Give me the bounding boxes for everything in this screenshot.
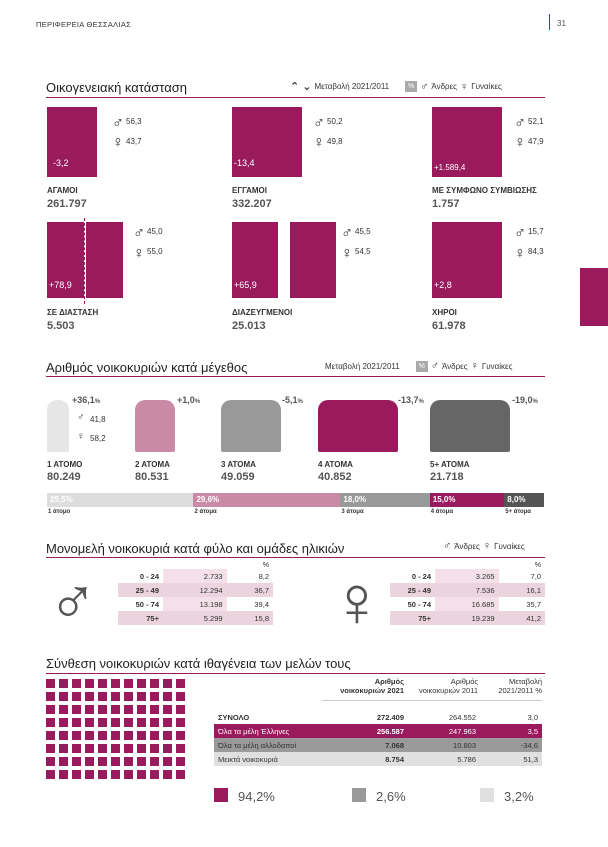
female-icon: ♀ (133, 245, 145, 262)
share-swatch-greek (214, 788, 228, 802)
people-1-icon (47, 400, 69, 452)
marital-legend (290, 80, 502, 93)
marital-men-4: 45,5 (355, 227, 371, 236)
col2-head-a: Αριθμός (450, 677, 478, 686)
male-icon: ♂ (341, 225, 353, 242)
waffle-dot (111, 744, 120, 753)
men-age-1: 25 - 49 (135, 585, 159, 595)
nat-b-0: 264.552 (448, 712, 476, 722)
marital-men-0: 56,3 (126, 117, 142, 126)
bar-segment-4: 8,0% (504, 493, 544, 507)
separation-line (84, 218, 86, 304)
waffle-dot (150, 692, 159, 701)
hh-label-1: 2 ΑΤΟΜΑ (135, 460, 170, 469)
table-row (214, 710, 542, 724)
male-icon: ♂ (514, 225, 526, 242)
marital-label-3: ΣΕ ΔΙΑΣΤΑΣΗ (47, 308, 99, 317)
nat-name-2: Όλα τα μέλη αλλοδαποί (218, 740, 297, 750)
waffle-dot (137, 757, 146, 766)
col3-head-a: Μεταβολή (508, 677, 542, 686)
men-age-0: 0 - 24 (139, 571, 159, 581)
single-rule (46, 557, 545, 558)
waffle-dot (111, 731, 120, 740)
waffle-dot (59, 744, 68, 753)
hh-unit-2: % (297, 399, 303, 405)
women-age-0: 0 - 24 (411, 571, 431, 581)
col2-head-b: νοικοκυριών 2011 (418, 686, 478, 695)
waffle-dot (85, 770, 94, 779)
marital-value-1: 332.207 (232, 198, 272, 210)
hh-change-3: -13,7 (398, 395, 419, 405)
waffle-dot (150, 731, 159, 740)
waffle-dot (176, 770, 185, 779)
men-age-3: 75+ (146, 613, 159, 623)
waffle-dot (137, 705, 146, 714)
bar-segment-0: 29,5% (47, 493, 193, 507)
header-divider (549, 14, 550, 30)
waffle-dot (163, 718, 172, 727)
hh-change-0: +36,1 (72, 395, 95, 405)
nat-name-0: ΣΥΝΟΛΟ (218, 712, 250, 722)
people-3-icon (221, 400, 281, 452)
waffle-dot (163, 757, 172, 766)
male-icon: ♂ (514, 115, 526, 132)
female-icon: ♀ (470, 360, 479, 372)
nationality-rule (46, 673, 545, 674)
waffle-dot (150, 744, 159, 753)
hh-value-0: 80.249 (47, 471, 81, 483)
marital-women-3: 55,0 (147, 247, 163, 256)
table-row (214, 724, 542, 738)
legend-men: Άνδρες (431, 82, 458, 91)
waffle-dot (124, 679, 133, 688)
waffle-dot (59, 770, 68, 779)
waffle-dot (85, 731, 94, 740)
waffle-dot (59, 731, 68, 740)
hh-label-2: 3 ΑΤΟΜΑ (221, 460, 256, 469)
bar-segment-2: 18,0% (340, 493, 429, 507)
waffle-dot (72, 757, 81, 766)
nationality-table (214, 710, 542, 766)
female-symbol-icon: ♀ (330, 562, 384, 642)
chevron-down-icon: ⌄ (302, 81, 312, 93)
men-n-3: 5.299 (203, 613, 223, 623)
women-age-2: 50 - 74 (407, 599, 431, 609)
men-n-0: 2.733 (163, 569, 227, 583)
waffle-dot (72, 705, 81, 714)
waffle-dot (137, 731, 146, 740)
hh-value-3: 40.852 (318, 471, 352, 483)
marital-change-5: +2,8 (434, 280, 452, 290)
waffle-dot (111, 705, 120, 714)
bar-label-2: 3 άτομα (341, 509, 364, 515)
waffle-dot (46, 757, 55, 766)
legend-pct: % (416, 361, 428, 372)
waffle-dot (124, 770, 133, 779)
women-n-0: 3.265 (435, 569, 499, 583)
women-age-3: 75+ (418, 613, 431, 623)
head-divider (322, 700, 542, 701)
marital-men-5: 15,7 (528, 227, 544, 236)
waffle-dot (176, 757, 185, 766)
col1-head-b: νοικοκυριών 2021 (340, 686, 404, 695)
hh-men-0: 41,8 (90, 415, 106, 424)
hh-change-1: +1,0 (177, 395, 195, 405)
hh-unit-1: % (194, 399, 201, 405)
waffle-dot (163, 744, 172, 753)
col2-head (406, 677, 478, 695)
waffle-dot (46, 705, 55, 714)
waffle-dot (85, 692, 94, 701)
hh-change-4: -19,0 (512, 395, 533, 405)
women-pct-head: % (534, 562, 541, 569)
waffle-dot (111, 679, 120, 688)
waffle-dot (111, 770, 120, 779)
nat-c-2: -34,6 (520, 740, 538, 750)
legend-men: Άνδρες (441, 361, 468, 371)
marital-value-0: 261.797 (47, 198, 87, 210)
male-symbol-icon: ♂ (48, 564, 98, 638)
nat-a-0: 272.409 (376, 712, 404, 722)
nat-a-1: 256.587 (376, 726, 404, 736)
marital-change-3: +78,9 (49, 280, 72, 290)
legend-men: Άνδρες (454, 541, 480, 551)
waffle-dot (59, 718, 68, 727)
table-row (214, 738, 542, 752)
waffle-dot (176, 679, 185, 688)
marital-label-0: ΑΓΑΜΟΙ (47, 186, 78, 195)
bar-label-0: 1 άτομο (48, 509, 71, 515)
waffle-dot (150, 718, 159, 727)
waffle-dot (137, 692, 146, 701)
female-icon: ♀ (514, 134, 526, 151)
region-header: ΠΕΡΙΦΕΡΕΙΑ ΘΕΣΣΑΛΙΑΣ (36, 20, 132, 29)
waffle-dot (124, 757, 133, 766)
waffle-dot (176, 692, 185, 701)
hh-label-0: 1 ΑΤΟΜΟ (47, 460, 83, 469)
marital-men-2: 52,1 (528, 117, 544, 126)
marital-change-1: -13,4 (234, 158, 255, 168)
waffle-dot (124, 692, 133, 701)
legend-pct: % (405, 81, 417, 92)
bar-label-1: 2 άτομα (194, 509, 217, 515)
bar-label-4: 5+ άτομα (505, 509, 531, 515)
waffle-dot (124, 705, 133, 714)
waffle-dot (85, 679, 94, 688)
people-2-icon (135, 400, 175, 452)
waffle-dot (111, 757, 120, 766)
share-swatch-foreign (352, 788, 366, 802)
col3-head-b: 2021/2011 % (498, 686, 542, 695)
waffle-dot (98, 770, 107, 779)
marital-value-4: 25.013 (232, 320, 266, 332)
waffle-dot (72, 718, 81, 727)
nat-a-2: 7.068 (385, 740, 404, 750)
waffle-dot (59, 692, 68, 701)
female-icon: ♀ (341, 245, 353, 262)
marital-change-4: +65,9 (234, 280, 257, 290)
nat-b-2: 10.803 (453, 740, 476, 750)
hh-label-3: 4 ΑΤΟΜΑ (318, 460, 353, 469)
waffle-dot (124, 718, 133, 727)
marital-women-4: 54,5 (355, 247, 371, 256)
bar-segment-3: 15,0% (430, 493, 504, 507)
hh-label-4: 5+ ΑΤΟΜΑ (430, 460, 470, 469)
men-p-0: 8,2 (258, 571, 269, 581)
nat-c-0: 3,0 (527, 712, 538, 722)
waffle-dot (46, 744, 55, 753)
men-p-1: 36,7 (254, 585, 269, 595)
female-icon: ♀ (313, 134, 325, 151)
nat-a-3: 8.754 (385, 754, 404, 764)
waffle-dot (98, 692, 107, 701)
hh-unit-4: % (532, 399, 538, 405)
bar-segment-1: 29,6% (193, 493, 340, 507)
men-p-3: 15,8 (254, 613, 269, 623)
households-title: Αριθμός νοικοκυριών κατά μέγεθος (46, 360, 248, 375)
household-size-bar-labels (47, 509, 544, 519)
women-p-3: 41,2 (526, 613, 541, 623)
waffle-dot (124, 731, 133, 740)
waffle-dot (163, 679, 172, 688)
households-legend (325, 360, 512, 372)
marital-label-5: ΧΗΡΟΙ (432, 308, 457, 317)
table-row (214, 752, 542, 766)
hh-change-2: -5,1 (282, 395, 298, 405)
nat-name-3: Μεικτά νοικοκυριά (218, 754, 278, 764)
waffle-dot (150, 705, 159, 714)
marital-title: Οικογενειακή κατάσταση (46, 80, 187, 95)
waffle-dot (59, 757, 68, 766)
waffle-dot (85, 718, 94, 727)
single-title: Μονομελή νοικοκυριά κατά φύλο και ομάδες ηλικιών (46, 541, 345, 556)
nat-c-1: 3,5 (527, 726, 538, 736)
marital-women-5: 84,3 (528, 247, 544, 256)
legend-women: Γυναίκες (471, 82, 502, 91)
legend-women: Γυναίκες (494, 541, 525, 551)
waffle-dot (98, 705, 107, 714)
households-rule (46, 376, 545, 377)
women-p-2: 35,7 (526, 599, 541, 609)
share-swatch-mixed (480, 788, 494, 802)
legend-women: Γυναίκες (481, 361, 513, 371)
marital-change-0: -3,2 (53, 158, 69, 168)
men-n-1: 12.294 (199, 585, 223, 595)
female-icon: ♀ (77, 431, 85, 442)
men-n-2: 13.198 (163, 597, 227, 611)
male-icon: ♂ (430, 360, 439, 372)
female-icon: ♀ (112, 134, 124, 151)
waffle-dot (46, 770, 55, 779)
marital-rule (46, 97, 545, 98)
waffle-dot (111, 718, 120, 727)
waffle-dot (150, 757, 159, 766)
men-p-2: 39,4 (254, 599, 269, 609)
male-icon: ♂ (443, 540, 452, 552)
waffle-dot (72, 770, 81, 779)
people-5-icon (430, 400, 510, 452)
women-age-1: 25 - 49 (407, 585, 431, 595)
nat-b-3: 5.786 (457, 754, 476, 764)
hh-women-0: 58,2 (90, 434, 106, 443)
marital-label-2: ΜΕ ΣΥΜΦΩΝΟ ΣΥΜΒΙΩΣΗΣ (432, 186, 537, 195)
hh-unit-0: % (94, 399, 101, 405)
female-icon: ♀ (482, 540, 492, 552)
nat-b-1: 247.963 (448, 726, 476, 736)
hh-value-2: 49.059 (221, 471, 255, 483)
waffle-dot (176, 744, 185, 753)
waffle-dot (98, 718, 107, 727)
women-p-1: 16,1 (526, 585, 541, 595)
marital-label-4: ΔΙΑΖΕΥΓΜΕΝΟΙ (232, 308, 293, 317)
marital-women-1: 49,8 (327, 137, 343, 146)
waffle-dot (137, 744, 146, 753)
male-icon: ♂ (313, 115, 325, 132)
nat-c-3: 51,3 (523, 754, 538, 764)
women-n-1: 7.536 (475, 585, 495, 595)
waffle-dot (137, 679, 146, 688)
nationality-title: Σύνθεση νοικοκυριών κατά ιθαγένεια των μελών τους (46, 656, 351, 671)
share-mixed: 3,2% (504, 789, 534, 804)
men-age-table (118, 562, 273, 625)
waffle-dot (85, 744, 94, 753)
women-p-0: 7,0 (530, 571, 541, 581)
hh-value-1: 80.531 (135, 471, 169, 483)
waffle-dot (98, 679, 107, 688)
waffle-dot (59, 705, 68, 714)
marital-women-2: 47,9 (528, 137, 544, 146)
waffle-grid (46, 679, 206, 779)
waffle-dot (85, 705, 94, 714)
marital-value-2: 1.757 (432, 198, 460, 210)
marital-men-1: 50,2 (327, 117, 343, 126)
household-size-bar (47, 493, 544, 507)
page-number: 31 (557, 19, 566, 28)
legend-change: Μεταβολή 2021/2011 (314, 82, 390, 91)
waffle-dot (46, 731, 55, 740)
single-legend (443, 540, 525, 552)
marital-label-1: ΕΓΓΑΜΟΙ (232, 186, 267, 195)
waffle-dot (46, 718, 55, 727)
marital-value-3: 5.503 (47, 320, 75, 332)
waffle-dot (137, 770, 146, 779)
waffle-dot (176, 731, 185, 740)
chevron-up-icon: ⌃ (290, 81, 300, 93)
waffle-dot (98, 744, 107, 753)
waffle-dot (72, 692, 81, 701)
female-icon: ♀ (460, 80, 469, 93)
waffle-dot (72, 731, 81, 740)
waffle-dot (163, 770, 172, 779)
waffle-dot (176, 705, 185, 714)
nat-name-1: Όλα τα μέλη Έλληνες (218, 726, 290, 736)
col3-head (480, 677, 542, 695)
men-pct-head: % (262, 562, 269, 569)
hh-unit-3: % (418, 399, 424, 405)
waffle-dot (98, 731, 107, 740)
bar-label-3: 4 άτομα (430, 509, 454, 515)
male-icon: ♂ (420, 80, 429, 93)
male-icon: ♂ (133, 225, 145, 242)
marital-women-0: 43,7 (126, 137, 142, 146)
waffle-dot (137, 718, 146, 727)
marital-change-2: +1.589,4 (434, 163, 466, 172)
waffle-dot (163, 692, 172, 701)
waffle-dot (111, 692, 120, 701)
men-age-2: 50 - 74 (135, 599, 159, 609)
waffle-dot (124, 744, 133, 753)
marital-value-5: 61.978 (432, 320, 466, 332)
share-foreign: 2,6% (376, 789, 406, 804)
waffle-dot (150, 679, 159, 688)
people-4-icon (318, 400, 398, 452)
legend-change: Μεταβολή 2021/2011 (325, 361, 400, 371)
hh-value-4: 21.718 (430, 471, 464, 483)
waffle-dot (46, 679, 55, 688)
share-greek: 94,2% (238, 789, 275, 804)
waffle-dot (72, 744, 81, 753)
female-icon: ♀ (514, 245, 526, 262)
women-n-2: 16.685 (435, 597, 499, 611)
waffle-dot (46, 692, 55, 701)
marital-men-3: 45,0 (147, 227, 163, 236)
waffle-dot (72, 679, 81, 688)
waffle-dot (59, 679, 68, 688)
women-age-table (390, 562, 545, 625)
waffle-dot (150, 770, 159, 779)
bed-divorced-icon-b (290, 222, 336, 298)
waffle-dot (85, 757, 94, 766)
women-n-3: 19.239 (471, 613, 495, 623)
col1-head-a: Αριθμός (374, 677, 404, 686)
waffle-dot (98, 757, 107, 766)
col1-head (322, 677, 404, 695)
waffle-dot (163, 705, 172, 714)
waffle-dot (163, 731, 172, 740)
waffle-dot (176, 718, 185, 727)
male-icon: ♂ (77, 412, 85, 423)
male-icon: ♂ (112, 115, 124, 132)
side-tab (580, 268, 608, 326)
